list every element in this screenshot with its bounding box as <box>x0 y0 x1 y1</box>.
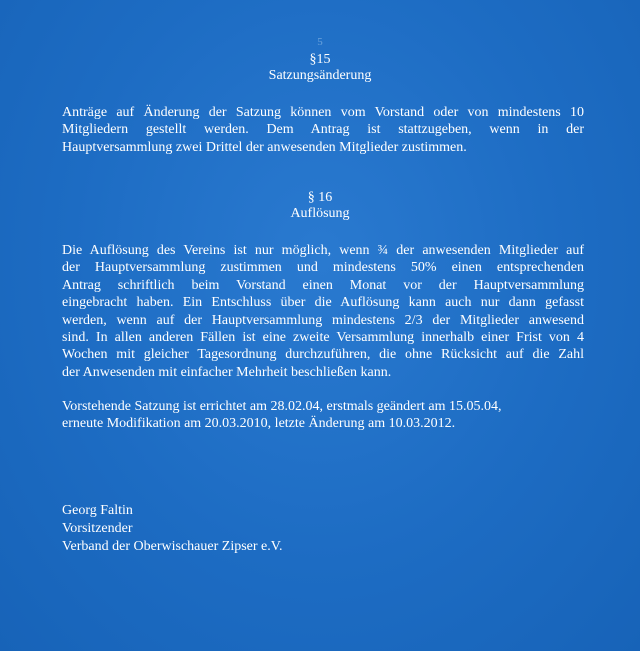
signature-block <box>62 502 283 556</box>
paragraph-line: Vorstehende Satzung ist errichtet am 28.02.04, erstmals geändert am 15.05.04, <box>62 399 502 414</box>
paragraph-line: der Anwesenden mit einfacher Mehrheit beschließen kann. <box>62 364 392 380</box>
signature-name: Georg Faltin <box>62 503 133 518</box>
paragraph-line: erneute Modifikation am 20.03.2010, letzte Änderung am 10.03.2012. <box>62 416 456 432</box>
section-16-heading <box>0 190 640 222</box>
paragraph-line: Wochen mit gleicher Tagesordnung durchzuführen, die ohne Rücksicht auf die Zahl <box>62 347 584 363</box>
signature-role: Vorsitzender <box>62 521 133 536</box>
paragraph-line: eingebracht haben. Ein Entschluss über die Auflösung kann auch nur dann gefasst <box>62 295 584 311</box>
paragraph-line: Mitgliedern gestellt werden. Dem Antrag ist stattzugeben, wenn in der <box>62 122 584 138</box>
section-15-paragraph <box>62 104 584 156</box>
page-number: 5 <box>317 36 323 48</box>
paragraph-line: Die Auflösung des Vereins ist nur möglich, wenn ¾ der anwesenden Mitglieder auf <box>62 243 584 258</box>
section-16-title: Auflösung <box>290 206 350 221</box>
paragraph-line: sind. In allen anderen Fällen ist eine zweite Versammlung innerhalb einer Frist von 4 <box>62 330 584 346</box>
section-16-number: § 16 <box>307 190 333 205</box>
signature-organization: Verband der Oberwischauer Zipser e.V. <box>62 539 283 554</box>
paragraph-line: Hauptversammlung zwei Drittel der anwesenden Mitglieder zustimmen. <box>62 139 467 155</box>
section-15-title: Satzungsänderung <box>268 68 372 83</box>
paragraph-line: Anträge auf Änderung der Satzung können vom Vorstand oder von mindestens 10 <box>62 105 584 120</box>
paragraph-line: Antrag schriftlich beim Vorstand einen Monat vor der Hauptversammlung <box>62 277 584 293</box>
closing-paragraph <box>62 398 584 433</box>
section-15-heading <box>0 52 640 84</box>
paragraph-line: der Hauptversammlung zustimmen und mindestens 50% einen entsprechenden <box>62 260 584 276</box>
paragraph-line: werden, wenn auf der Hauptversammlung mindestens 2/3 der Mitglieder anwesend <box>62 312 584 328</box>
section-16-paragraph <box>62 242 584 381</box>
section-15-number: §15 <box>309 52 331 67</box>
